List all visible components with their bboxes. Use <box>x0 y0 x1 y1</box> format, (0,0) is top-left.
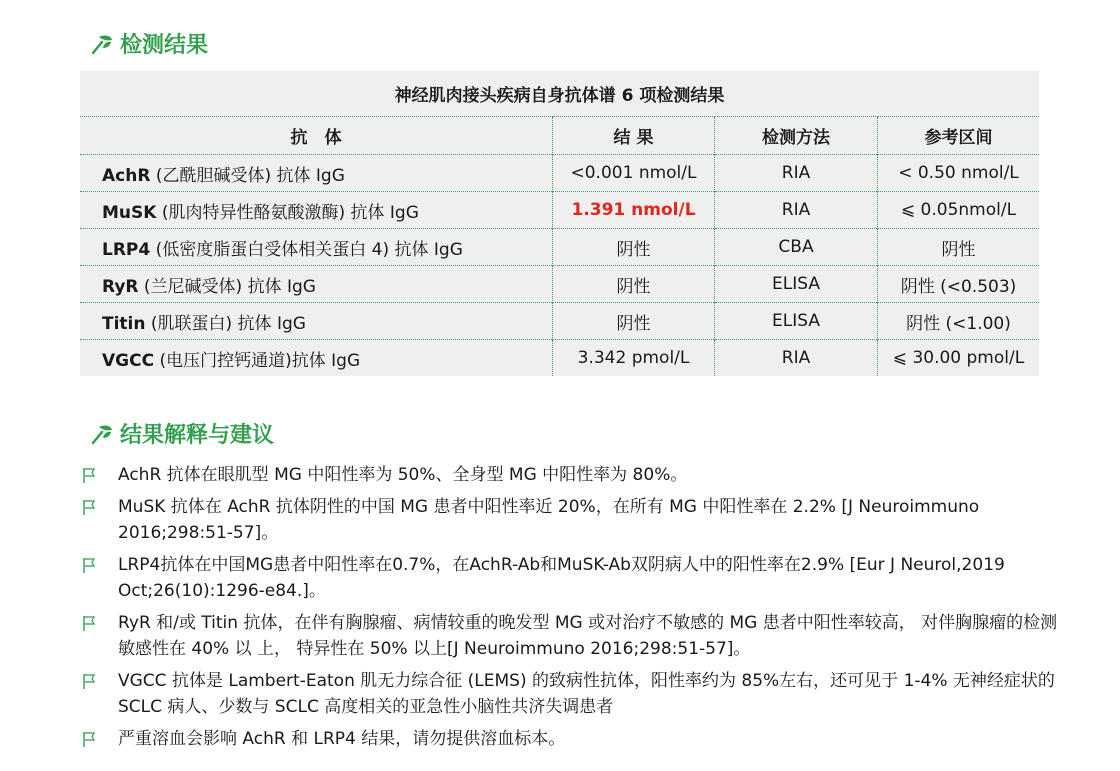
method-value: CBA <box>715 229 878 266</box>
list-item: 严重溶血会影响 AchR 和 LRP4 结果，请勿提供溶血标本。 <box>80 726 1060 752</box>
flag-icon <box>82 731 98 748</box>
column-header-reference: 参考区间 <box>878 117 1040 155</box>
table-row <box>80 303 1039 340</box>
antibody-name: MuSK (肌肉特异性酪氨酸激酶) 抗体 IgG <box>80 192 553 229</box>
column-header-result: 结 果 <box>553 117 715 155</box>
leaf-arrow-icon <box>90 33 116 55</box>
table-caption: 神经肌肉接头疾病自身抗体谱 6 项检测结果 <box>394 86 725 106</box>
result-value: 阴性 <box>553 266 715 303</box>
column-header-method: 检测方法 <box>715 117 878 155</box>
list-item: LRP4抗体在中国MG患者中阳性率在0.7%，在AchR-Ab和MuSK-Ab双阴病人中的阳性率在2.9% [Eur J Neurol,2019 Oct;26(10):1296-e84.]。 <box>80 552 1060 604</box>
antibody-name: VGCC (电压门控钙通道)抗体 IgG <box>80 340 553 377</box>
method-value: ELISA <box>715 266 878 303</box>
list-item: AchR 抗体在眼肌型 MG 中阳性率为 50%、全身型 MG 中阳性率为 80%。 <box>80 462 1060 488</box>
reference-value: ⩽ 0.05nmol/L <box>878 192 1040 229</box>
result-value: <0.001 nmol/L <box>553 155 715 192</box>
results-table <box>80 71 1039 376</box>
section-heading-interpretation <box>90 418 274 449</box>
result-value: 阴性 <box>553 229 715 266</box>
table-row <box>80 229 1039 266</box>
list-item: RyR 和/或 Titin 抗体，在伴有胸腺瘤、病情较重的晚发型 MG 或对治疗不敏感的 MG 患者中阳性率较高， 对伴胸腺瘤的检测敏感性在 40% 以 上， 特异性在 50% 以上[J Neuroimmuno 2016;298:51-57]。 <box>80 610 1060 662</box>
list-item: VGCC 抗体是 Lambert-Eaton 肌无力综合征 (LEMS) 的致病性抗体，阳性率约为 85%左右，还可见于 1-4% 无神经症状的 SCLC 病人、少数与 SCLC 高度相关的亚急性小脑性共济失调患者 <box>80 668 1060 720</box>
flag-icon <box>82 499 98 516</box>
antibody-name: LRP4 (低密度脂蛋白受体相关蛋白 4) 抗体 IgG <box>80 229 553 266</box>
result-value: 3.342 pmol/L <box>553 340 715 377</box>
flag-icon <box>82 467 98 484</box>
flag-icon <box>82 557 98 574</box>
section-title: 结果解释与建议 <box>120 423 275 448</box>
antibody-name: Titin (肌联蛋白) 抗体 IgG <box>80 303 553 340</box>
list-item: MuSK 抗体在 AchR 抗体阴性的中国 MG 患者中阳性率近 20%，在所有 MG 中阳性率在 2.2% [J Neuroimmuno 2016;298:51-57]。 <box>80 494 1060 546</box>
reference-value: 阴性 <box>878 229 1040 266</box>
leaf-arrow-icon <box>90 423 116 445</box>
result-value: 阴性 <box>553 303 715 340</box>
method-value: RIA <box>715 340 878 377</box>
section-title: 检测结果 <box>120 33 209 58</box>
reference-value: 阴性 (<1.00) <box>878 303 1040 340</box>
section-heading-results <box>90 28 208 59</box>
table-row <box>80 340 1039 377</box>
interpretation-list <box>80 462 1060 758</box>
flag-icon <box>82 673 98 690</box>
method-value: RIA <box>715 192 878 229</box>
result-value-abnormal: 1.391 nmol/L <box>553 192 715 229</box>
flag-icon <box>82 615 98 632</box>
table-row <box>80 155 1039 192</box>
table-row <box>80 266 1039 303</box>
column-header-antibody: 抗 体 <box>80 117 553 155</box>
antibody-name: RyR (兰尼碱受体) 抗体 IgG <box>80 266 553 303</box>
reference-value: ⩽ 30.00 pmol/L <box>878 340 1040 377</box>
method-value: RIA <box>715 155 878 192</box>
method-value: ELISA <box>715 303 878 340</box>
table-row <box>80 192 1039 229</box>
reference-value: < 0.50 nmol/L <box>878 155 1040 192</box>
antibody-name: AchR (乙酰胆碱受体) 抗体 IgG <box>80 155 553 192</box>
reference-value: 阴性 (<0.503) <box>878 266 1040 303</box>
